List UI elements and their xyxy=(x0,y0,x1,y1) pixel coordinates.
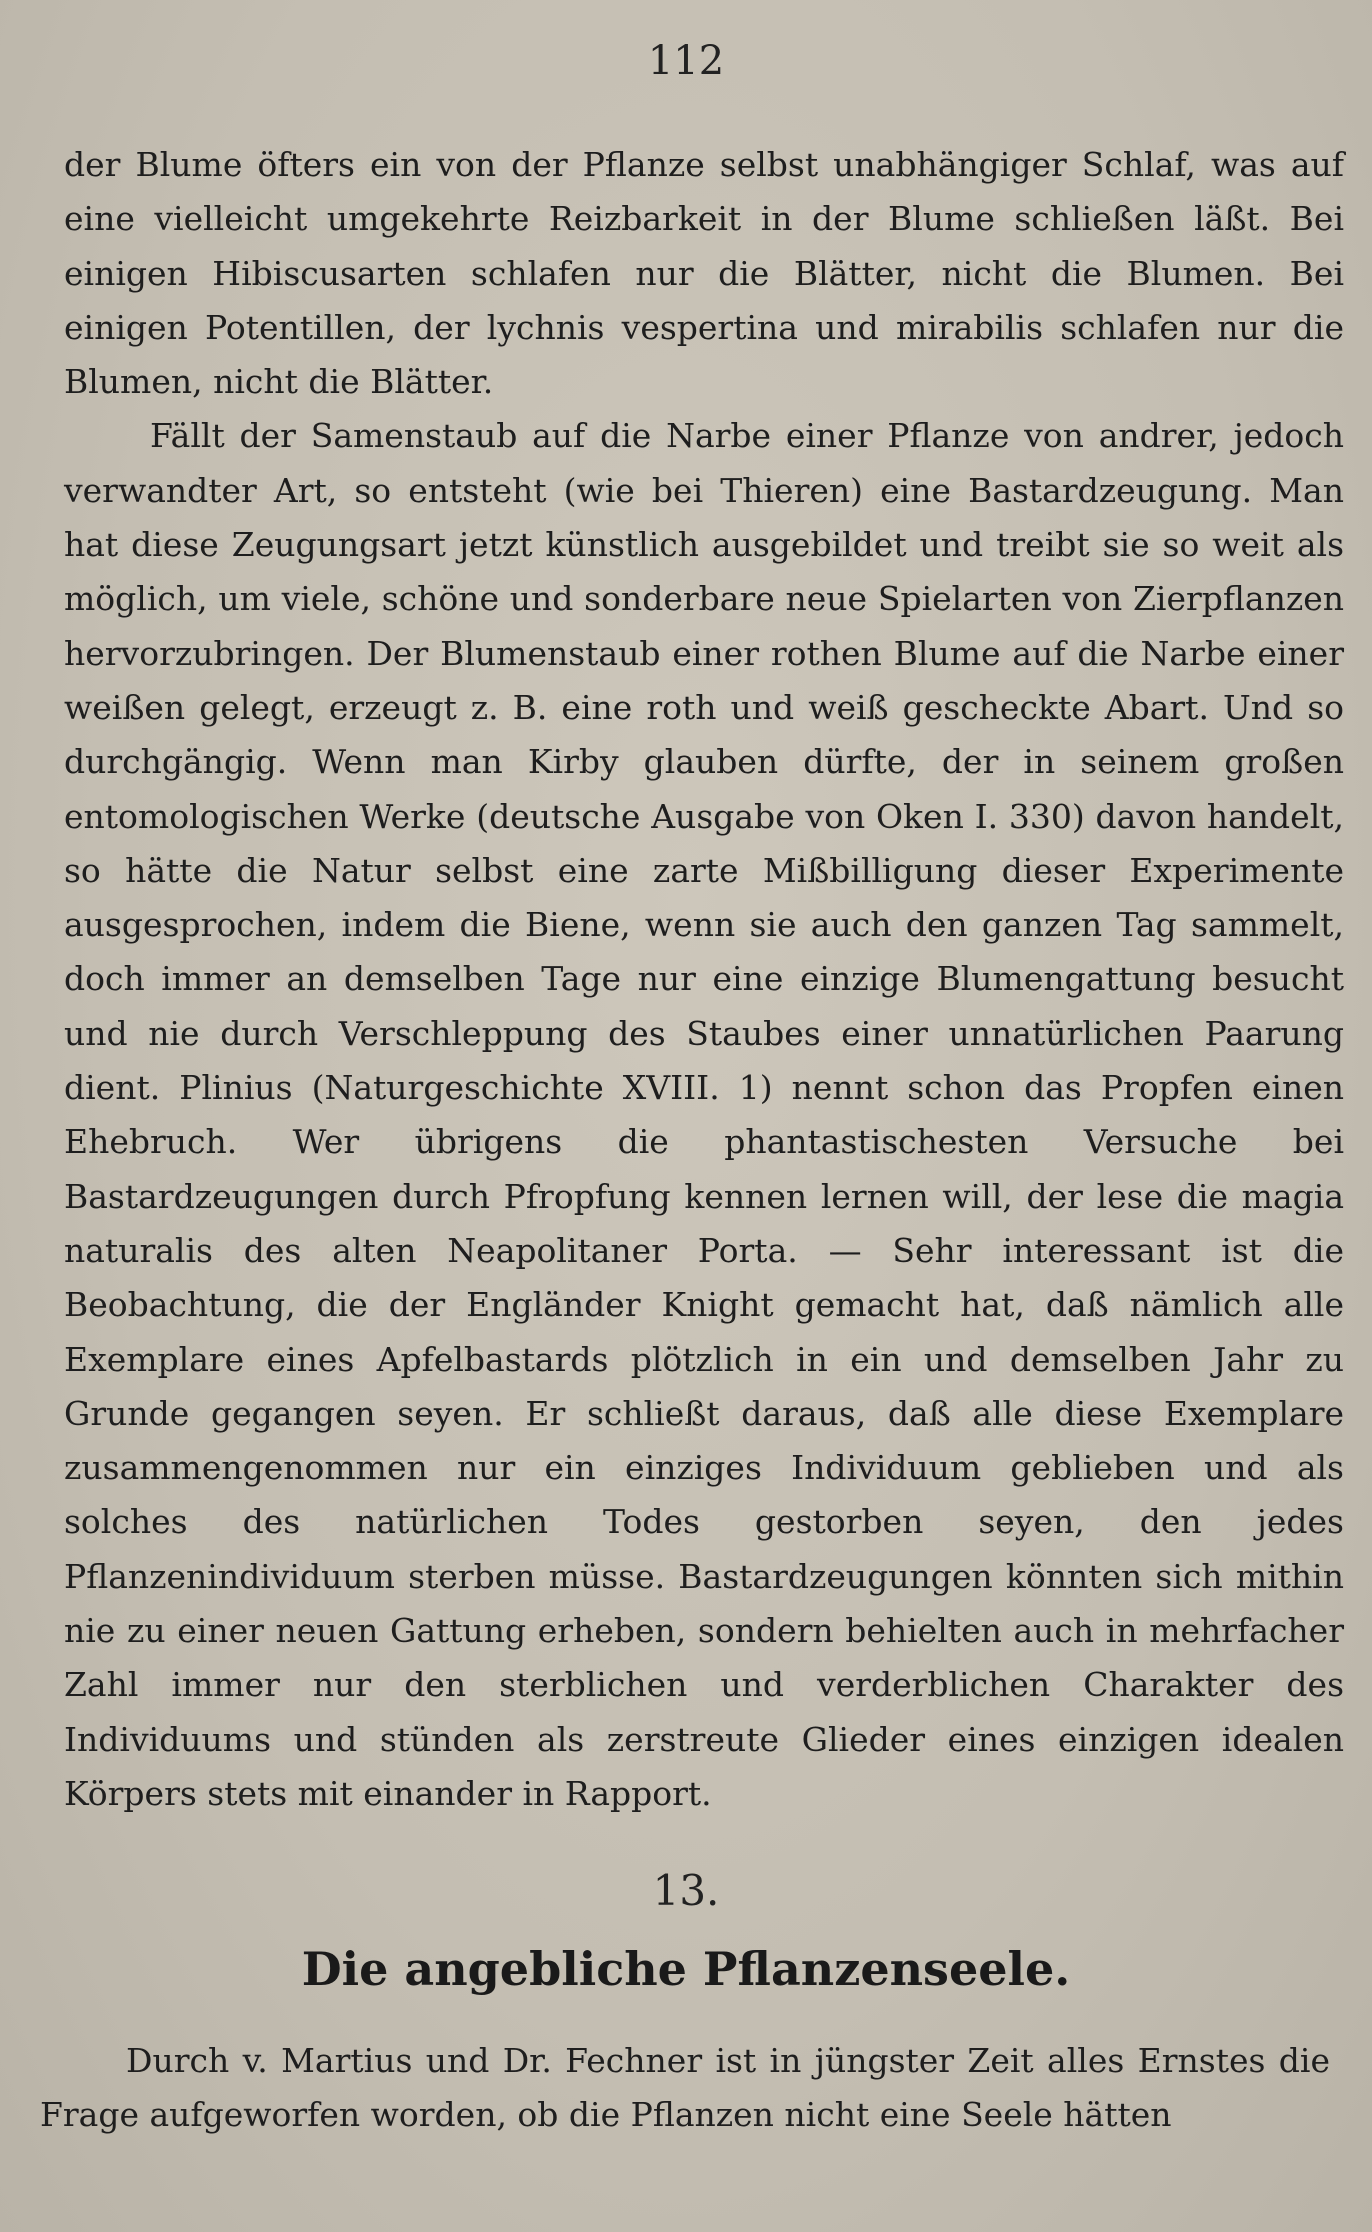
paragraph-bastardzeugung: Fällt der Samenstaub auf die Narbe einer Pflanze von andrer, jedoch verwandter Art, so entsteht (wie bei Thieren) eine Bastardzeugung. Man hat diese Zeugungsart jetzt künstlich ausgebildet und treibt sie so weit als möglich, um viele, schöne und sonderbare neue Spielarten von Zierpflanzen hervorzubringen. Der Blumenstaub einer rothen Blume auf die Narbe einer weißen gelegt, erzeugt z. B. eine roth und weiß gescheckte Abart. Und so durchgängig. Wenn man Kirby glauben dürfte, der in seinem großen entomologischen Werke (deutsche Ausgabe von Oken I. 330) davon handelt, so hätte die Natur selbst eine zarte Mißbilligung dieser Experimente ausgesprochen, indem die Biene, wenn sie auch den ganzen Tag sammelt, doch immer an demselben Tage nur eine einzige Blumengattung besucht und nie durch Verschleppung des Staubes einer unnatürlichen Paarung dient. Plinius (Naturgeschichte XVIII. 1) nennt schon das Propfen einen Ehebruch. Wer übrigens die phantastischesten Versuche bei Bastardzeugungen durch Pfropfung kennen lernen will, der lese die magia naturalis des alten Neapolitaner Porta. — Sehr interessant ist die Beobachtung, die der Engländer Knight gemacht hat, daß nämlich alle Exemplare eines Apfelbastards plötzlich in ein und demselben Jahr zu Grunde gegangen seyen. Er schließt daraus, daß alle diese Exemplare zusammengenommen nur ein einziges Individuum geblieben und als solches des natürlichen Todes gestorben seyen, den jedes Pflanzenindividuum sterben müsse. Bastardzeugungen könnten sich mithin nie zu einer neuen Gattung erheben, sondern behielten auch in mehrfacher Zahl immer nur den sterblichen und verderblichen Charakter des Individuums und stünden als zerstreute Glieder eines einzigen idealen Körpers stets mit einander in Rapport. xyxy=(64,416,1344,1813)
paragraph-continuation: der Blume öfters ein von der Pflanze selbst unabhängiger Schlaf, was auf eine vielleicht umgekehrte Reizbarkeit in der Blume schließen läßt. Bei einigen Hibiscusarten schlafen nur die Blätter, nicht die Blumen. Bei einigen Potentillen, der lychnis vespertina und mirabilis schlafen nur die Blumen, nicht die Blätter. xyxy=(64,145,1344,402)
body-text xyxy=(64,138,1344,1821)
section-intro-paragraph: Durch v. Martius und Dr. Fechner ist in jüngster Zeit alles Ernstes die Frage aufgeworfen worden, ob die Pflanzen nicht eine Seele hätten xyxy=(40,2041,1330,2134)
section-number: 13. xyxy=(652,1866,720,1915)
section-title: Die angebliche Pflanzenseele. xyxy=(301,1942,1071,1996)
page-number: 112 xyxy=(647,38,725,84)
